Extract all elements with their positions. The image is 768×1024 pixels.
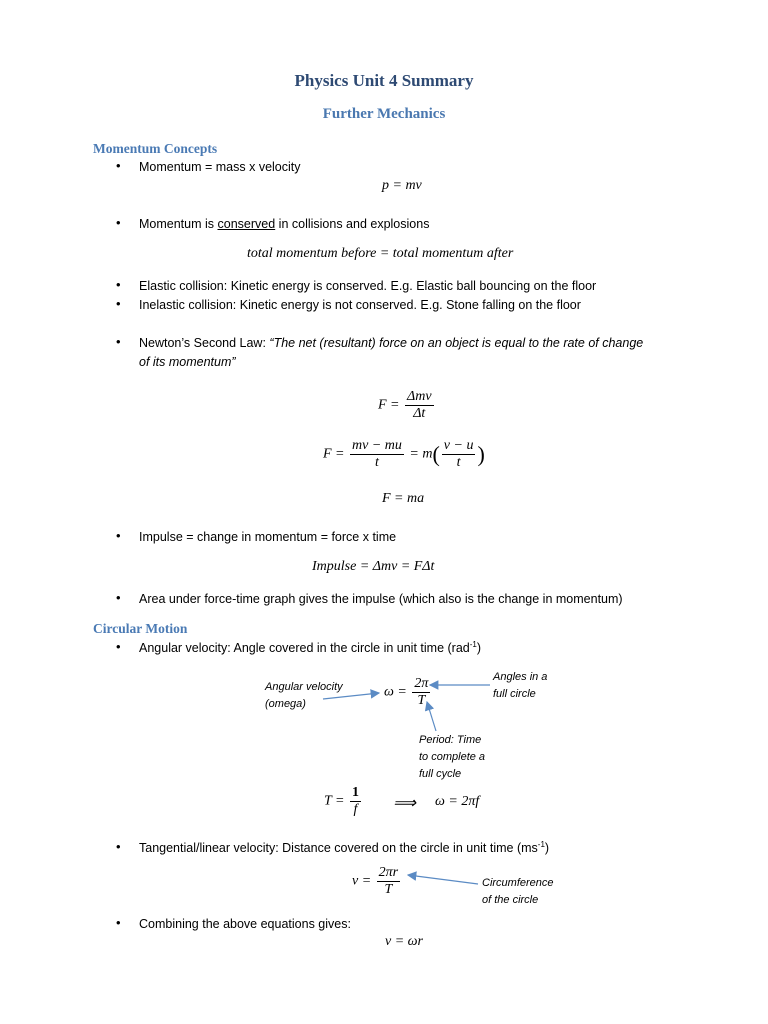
bullet: • <box>116 839 121 854</box>
bullet: • <box>116 334 121 349</box>
equation-newton-2: F = $\frac{mv - mu}{t}$ = m( $\frac{v - u}{t}$ ) <box>323 438 485 470</box>
equation-period: T = $\frac{1}{f}$ <box>324 785 359 817</box>
bullet: • <box>116 296 121 311</box>
bullet-text: Impulse = change in momentum = force x time <box>139 530 397 544</box>
bullet-text-tangential: Tangential/linear velocity: Distance covered on the circle in unit time $(ms^{-1})$ <box>139 839 550 855</box>
bullet-text: Combining the above equations gives: <box>139 917 351 931</box>
equation-linear-velocity: v = $\frac{2\pi r}{T}$ <box>352 865 399 897</box>
page-title: Physics Unit 4 Summary <box>294 71 474 90</box>
note-circumference: Circumference of the circle <box>482 877 554 906</box>
bullet: • <box>116 639 121 654</box>
bullet: • <box>116 215 121 230</box>
bullet: • <box>116 277 121 292</box>
equation-angular-velocity: ω = $\frac{2\pi}{T}$ <box>384 676 429 708</box>
arrow-circumference <box>408 875 478 884</box>
bullet-text: Inelastic collision: Kinetic energy is not conserved. E.g. Stone falling on the floor <box>139 298 581 312</box>
implies-arrow: ⟹ <box>393 795 416 812</box>
bullet-text-angular: Angular velocity: Angle covered in the circle in unit time (rad$^{-1}$) <box>139 639 482 655</box>
equation-newton-3: F = ma <box>382 491 425 506</box>
note-angles: Angles in a full circle <box>493 671 548 700</box>
bullet: • <box>116 590 121 605</box>
page-subtitle: Further Mechanics <box>322 106 446 122</box>
equation-momentum: p = mv <box>382 178 422 193</box>
bullet: • <box>116 528 121 543</box>
section-heading-circular: Circular Motion <box>93 621 188 636</box>
bullet-text-conserved: Momentum is conserved in collisions and explosions <box>139 217 430 231</box>
bullet-text-newton: Newton’s Second Law: “The net (resultant) force on an object is equal to the rate of change of its momentum” <box>139 336 644 369</box>
equation-conservation: total momentum before = total momentum after <box>247 246 514 261</box>
bullet-text: Elastic collision: Kinetic energy is conserved. E.g. Elastic ball bouncing on the floor <box>139 279 597 293</box>
note-angular-velocity: Angular velocity (omega) <box>265 681 343 710</box>
note-period: Period: Time to complete a full cycle <box>419 734 486 780</box>
arrow-period <box>427 702 436 731</box>
equation-angular-frequency: ω = 2πf <box>435 794 480 809</box>
bullet-text: Area under force-time graph gives the impulse (which also is the change in momentum) <box>139 592 623 606</box>
bullet-text: Momentum = mass x velocity <box>139 160 301 174</box>
equation-v-omega-r: v = ωr <box>385 934 423 949</box>
section-heading-momentum: Momentum Concepts <box>93 141 218 156</box>
equation-newton-1: F = $\frac{\text{Δmv}}{\Delta t}$ <box>378 389 432 421</box>
arrow-omega <box>323 693 379 699</box>
bullet: • <box>116 915 121 930</box>
bullet: • <box>116 158 121 173</box>
equation-impulse: Impulse = Δmv = FΔt <box>312 559 435 574</box>
